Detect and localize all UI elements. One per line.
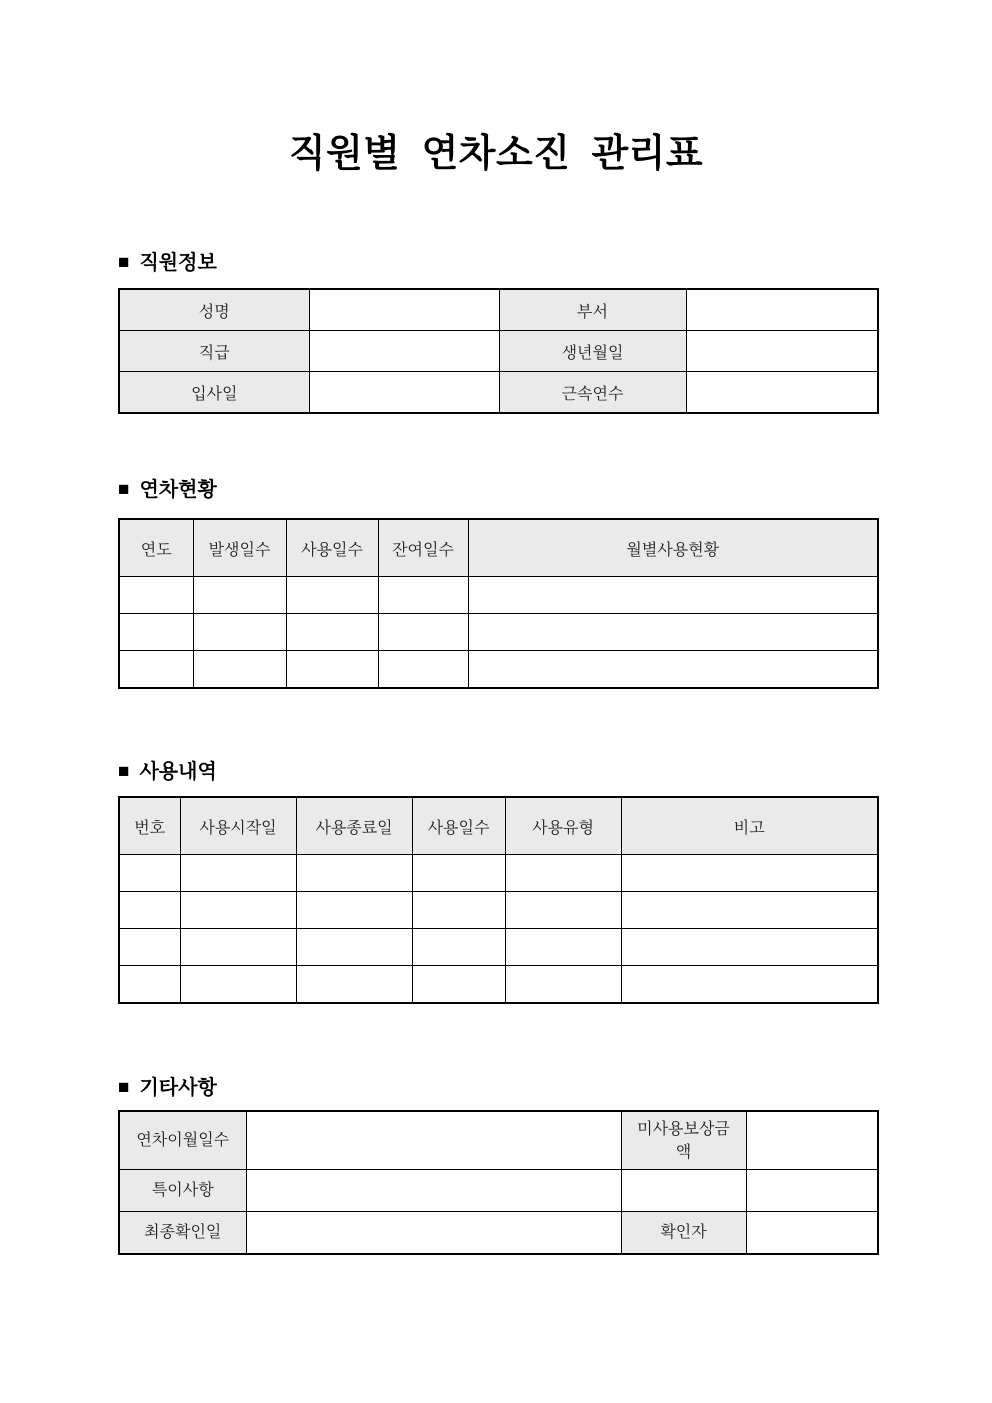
empty-cell	[286, 614, 378, 651]
empty-cell	[621, 966, 878, 1004]
field-value-service-years	[686, 372, 878, 414]
section-bullet-icon: ■	[118, 761, 130, 782]
empty-cell	[193, 614, 286, 651]
empty-cell	[621, 892, 878, 929]
field-value-unused-compensation	[746, 1111, 878, 1170]
table-row	[119, 331, 878, 372]
empty-cell	[180, 966, 296, 1004]
empty-cell	[468, 651, 878, 689]
column-header-accrued-days: 발생일수	[193, 519, 286, 577]
empty-cell	[296, 892, 412, 929]
field-value-birthdate	[686, 331, 878, 372]
empty-cell	[119, 929, 180, 966]
section-heading-label: 직원정보	[139, 252, 217, 274]
empty-cell	[180, 929, 296, 966]
column-header-number: 번호	[119, 797, 180, 855]
table-row	[119, 372, 878, 414]
section-heading-employee-info	[118, 250, 217, 276]
field-label-service-years: 근속연수	[499, 372, 686, 414]
field-value-position	[309, 331, 499, 372]
employee-info-table	[118, 288, 879, 414]
empty-cell	[296, 929, 412, 966]
table-row	[119, 651, 878, 689]
table-row	[119, 1111, 878, 1170]
empty-cell	[119, 892, 180, 929]
empty-cell	[505, 966, 621, 1004]
table-row	[119, 892, 878, 929]
table-header-row	[119, 519, 878, 577]
field-value-special-notes	[246, 1170, 621, 1212]
field-label-carryover-days: 연차이월일수	[119, 1111, 246, 1170]
empty-cell	[378, 651, 468, 689]
table-row	[119, 289, 878, 331]
empty-cell	[119, 966, 180, 1004]
field-label-special-notes: 특이사항	[119, 1170, 246, 1212]
field-value-final-check-date	[246, 1212, 621, 1255]
field-label-confirmer: 확인자	[621, 1212, 746, 1255]
column-header-year: 연도	[119, 519, 193, 577]
empty-cell	[180, 892, 296, 929]
empty-cell	[468, 614, 878, 651]
empty-cell	[412, 929, 505, 966]
section-bullet-icon: ■	[118, 1077, 130, 1098]
empty-cell	[180, 855, 296, 892]
empty-cell	[505, 892, 621, 929]
section-bullet-icon: ■	[118, 479, 130, 500]
empty-cell	[505, 855, 621, 892]
empty-cell	[193, 577, 286, 614]
empty-cell	[746, 1170, 878, 1212]
empty-cell	[621, 929, 878, 966]
field-label-unused-compensation: 미사용보상금액	[621, 1111, 746, 1170]
field-value-confirmer	[746, 1212, 878, 1255]
section-heading-leave-status	[118, 477, 217, 503]
section-heading-label: 기타사항	[139, 1077, 217, 1099]
field-value-join-date	[309, 372, 499, 414]
section-bullet-icon: ■	[118, 252, 130, 273]
empty-cell	[468, 577, 878, 614]
column-header-usage-type: 사용유형	[505, 797, 621, 855]
column-header-end-date: 사용종료일	[296, 797, 412, 855]
column-header-remarks: 비고	[621, 797, 878, 855]
table-row	[119, 966, 878, 1004]
table-row	[119, 929, 878, 966]
empty-cell	[119, 855, 180, 892]
empty-cell	[119, 577, 193, 614]
field-label-department: 부서	[499, 289, 686, 331]
leave-status-table	[118, 518, 879, 689]
field-value-carryover-days	[246, 1111, 621, 1170]
empty-cell	[378, 614, 468, 651]
section-heading-other-info	[118, 1075, 217, 1101]
field-label-name: 성명	[119, 289, 309, 331]
other-info-table	[118, 1110, 879, 1255]
column-header-days-used: 사용일수	[412, 797, 505, 855]
table-row	[119, 614, 878, 651]
empty-cell	[296, 966, 412, 1004]
table-row	[119, 577, 878, 614]
field-label-birthdate: 생년월일	[499, 331, 686, 372]
field-value-department	[686, 289, 878, 331]
table-row	[119, 1170, 878, 1212]
table-row	[119, 855, 878, 892]
page-title: 직원별 연차소진 관리표	[288, 133, 704, 175]
empty-cell	[119, 651, 193, 689]
empty-cell	[621, 1170, 746, 1212]
field-label-join-date: 입사일	[119, 372, 309, 414]
empty-cell	[621, 855, 878, 892]
empty-cell	[119, 614, 193, 651]
table-header-row	[119, 797, 878, 855]
field-label-position: 직급	[119, 331, 309, 372]
empty-cell	[378, 577, 468, 614]
empty-cell	[286, 577, 378, 614]
column-header-monthly-usage: 월별사용현황	[468, 519, 878, 577]
field-value-name	[309, 289, 499, 331]
section-heading-label: 연차현황	[139, 479, 217, 501]
empty-cell	[412, 855, 505, 892]
field-label-final-check-date: 최종확인일	[119, 1212, 246, 1255]
empty-cell	[412, 966, 505, 1004]
usage-history-table	[118, 796, 879, 1004]
column-header-remaining-days: 잔여일수	[378, 519, 468, 577]
section-heading-usage-history	[118, 759, 217, 785]
empty-cell	[412, 892, 505, 929]
column-header-used-days: 사용일수	[286, 519, 378, 577]
empty-cell	[505, 929, 621, 966]
empty-cell	[193, 651, 286, 689]
column-header-start-date: 사용시작일	[180, 797, 296, 855]
section-heading-label: 사용내역	[139, 761, 217, 783]
empty-cell	[296, 855, 412, 892]
table-row	[119, 1212, 878, 1255]
empty-cell	[286, 651, 378, 689]
